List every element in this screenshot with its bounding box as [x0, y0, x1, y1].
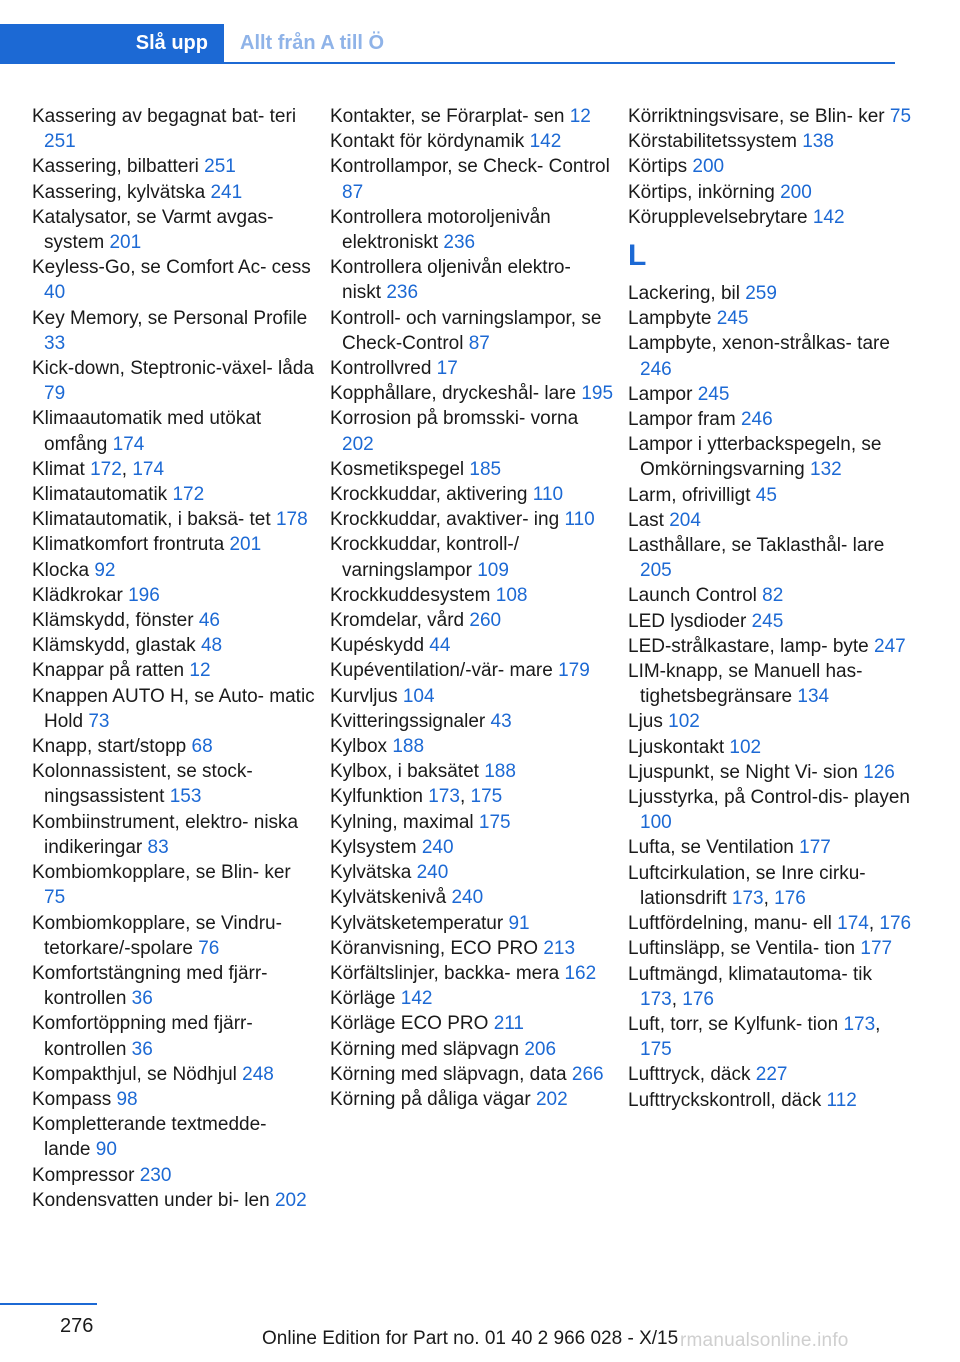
page-link[interactable]: 43 [490, 710, 512, 732]
index-entry-text: Kylvätska [330, 862, 412, 884]
page-link[interactable]: 153 [169, 786, 202, 808]
page-link[interactable]: 200 [692, 156, 725, 178]
page-link[interactable]: 240 [451, 887, 484, 909]
top-navigation-bar [0, 24, 895, 64]
index-entry [32, 759, 317, 809]
page-link[interactable]: 246 [740, 409, 773, 431]
page-link[interactable]: 173 [731, 887, 764, 909]
page-link[interactable]: 251 [44, 131, 76, 153]
index-entry-text: Klämskydd, fönster [32, 610, 194, 632]
page-link[interactable]: 174 [837, 913, 869, 935]
page-link[interactable]: 110 [532, 484, 564, 506]
index-entry [330, 129, 615, 154]
page-link[interactable]: 240 [421, 836, 454, 858]
page-link[interactable]: 230 [139, 1164, 172, 1186]
index-entry-text: Kurvljus [330, 685, 398, 707]
page-link[interactable]: 177 [799, 837, 831, 859]
index-entry-text: Kontakt för kördynamik [330, 131, 525, 153]
index-entry-text: Kylbox [330, 736, 388, 758]
index-entry-text: Launch Control [628, 585, 757, 607]
page-link[interactable]: 102 [668, 711, 700, 733]
page-link[interactable]: 172 [172, 484, 205, 506]
index-entry-text: Kontrollera motoroljenivån elektroniskt [330, 206, 551, 254]
page-link[interactable]: 108 [495, 584, 528, 606]
page-link[interactable]: 134 [797, 686, 830, 708]
index-entry: Luftfördelning, manu‐ ell 174, 176 [628, 913, 912, 935]
page-link[interactable]: 185 [469, 458, 502, 480]
index-entry [330, 1087, 615, 1112]
index-entry [330, 1062, 615, 1087]
index-entry [32, 532, 317, 557]
page-link[interactable]: 82 [762, 585, 784, 607]
index-entry-text: Lackering, bil [628, 283, 740, 305]
index-entry-text: Klimatkomfort frontruta [32, 534, 225, 556]
index-entry-text: Kombiomkopplare, se Blin‐ ker [32, 862, 291, 884]
index-entry-text: Klimaautomatik med utökat omfång [32, 408, 262, 455]
index-entry [628, 483, 913, 508]
page-link[interactable]: 142 [529, 131, 562, 153]
page-link[interactable]: 46 [198, 610, 220, 632]
index-entry-text: Körläge ECO PRO [330, 1013, 489, 1035]
index-entry [32, 860, 317, 910]
index-entry-text: Komfortstängning med fjärr‐ kontrollen [32, 962, 268, 1010]
page-link[interactable]: 17 [436, 358, 458, 380]
index-entry-text: Keyless-Go, se Comfort Ac‐ cess [32, 257, 311, 279]
page-link[interactable]: 174 [112, 433, 145, 455]
index-entry [628, 533, 913, 583]
page-link[interactable]: 245 [716, 308, 749, 330]
index-entry [32, 1011, 317, 1061]
tab-a-to-z[interactable]: Allt från A till Ö [240, 31, 385, 54]
index-entry-text: Luftfördelning, manu‐ ell [628, 913, 832, 935]
page-link[interactable]: 75 [889, 106, 912, 127]
index-entry [32, 810, 317, 860]
page-link[interactable]: 188 [392, 736, 425, 758]
index-entry-text: Körning med släpvagn [330, 1038, 520, 1060]
index-entry [330, 709, 615, 734]
index-entry [32, 205, 317, 255]
index-entry-text: Lufttryck, däck [628, 1064, 751, 1086]
index-entry [32, 507, 317, 532]
index-entry-text: LED-strålkastare, lamp‐ byte [628, 635, 869, 657]
index-entry-text: Kombiinstrument, elektro‐ niska indikeringar [32, 811, 299, 858]
page-link[interactable]: 79 [44, 383, 66, 405]
index-entry-text: Kick-down, Steptronic-växel‐ låda [32, 358, 314, 380]
index-entry [330, 154, 615, 204]
page-link[interactable]: 172 [90, 458, 122, 480]
page-link[interactable]: 174 [132, 458, 165, 480]
index-entry [628, 306, 913, 331]
page-link[interactable]: 236 [443, 232, 476, 254]
index-entry [628, 835, 913, 860]
index-entry [628, 709, 913, 734]
page-link[interactable]: 110 [564, 509, 595, 531]
page-link[interactable]: 202 [274, 1189, 307, 1211]
page-link[interactable]: 176 [682, 988, 714, 1010]
index-entry-text: Lampbyte, xenon-strålkas‐ tare [628, 333, 890, 355]
index-entry [330, 255, 615, 305]
page-link[interactable]: 104 [402, 685, 435, 707]
page-link[interactable]: 213 [543, 937, 576, 959]
index-entry-text: Kompass [32, 1088, 112, 1110]
index-entry-text: Last [628, 509, 664, 531]
page-link[interactable]: 142 [812, 206, 845, 228]
page-link[interactable]: 173 [640, 988, 672, 1010]
index-entry-text: Kopphållare, dryckeshål‐ lare [330, 383, 577, 405]
index-entry-text: Kontrollvred [330, 358, 432, 380]
index-entry [330, 658, 615, 683]
page-link[interactable]: 202 [535, 1088, 568, 1110]
index-entry-text: Kompletterande textmedde‐ lande [32, 1114, 267, 1161]
page-link[interactable]: 87 [468, 332, 490, 354]
index-entry [330, 583, 615, 608]
page-link[interactable]: 245 [697, 383, 730, 405]
index-entry-text: Lufta, se Ventilation [628, 837, 794, 859]
index-entry-text: Knappar på ratten [32, 660, 185, 682]
index-entry-text: Kupéventilation/-vär‐ mare [330, 660, 553, 682]
page-link[interactable]: 200 [780, 181, 812, 203]
index-entry [628, 205, 913, 230]
index-entry-text: Kondensvatten under bi‐ len [32, 1189, 270, 1211]
index-entry-text: Lasthållare, se Taklasthål‐ lare [628, 535, 885, 557]
page-link[interactable]: 162 [564, 962, 597, 984]
page-link[interactable]: 98 [116, 1088, 138, 1110]
page-link[interactable]: 109 [477, 559, 509, 581]
index-entry [628, 407, 913, 432]
index-entry-text: Kylsystem [330, 836, 417, 858]
index-entry-text: Klimatautomatik, i baksä‐ tet [32, 509, 271, 531]
page-link[interactable]: 178 [275, 509, 308, 531]
index-entry [628, 735, 913, 760]
index-entry-text: Kontroll- och varningslampor, se Check-Control [330, 307, 602, 354]
index-entry-text: Klocka [32, 559, 90, 581]
index-entry [32, 406, 317, 456]
page-link[interactable]: 75 [44, 887, 66, 909]
index-entry-text: Lampor i ytterbackspegeln, se Omkörningsvarning [628, 434, 882, 481]
index-entry [32, 1062, 317, 1087]
page-link[interactable]: 112 [826, 1089, 857, 1111]
index-entry-text: Kompressor [32, 1164, 135, 1186]
index-entry [32, 911, 317, 961]
index-entry-text: LED lysdioder [628, 610, 747, 632]
index-entry [628, 1088, 913, 1113]
page-link[interactable]: 176 [879, 913, 912, 935]
index-entry-text: Kolonnassistent, se stock‐ ningsassistent [32, 761, 253, 808]
page-link[interactable]: 173 [428, 786, 460, 808]
page-link[interactable]: 83 [147, 836, 169, 858]
page-link[interactable]: 236 [386, 282, 419, 304]
index-entry [32, 1112, 317, 1162]
index-entry [330, 911, 615, 936]
index-entry [330, 759, 615, 784]
index-entry [32, 1188, 317, 1213]
index-entry-text: Kontrollampor, se Check- Control [330, 156, 610, 178]
index-entry [330, 457, 615, 482]
page-link[interactable]: 173 [843, 1013, 876, 1035]
page-link[interactable]: 36 [131, 988, 153, 1010]
index-entry [32, 1163, 317, 1188]
page-link[interactable]: 206 [524, 1038, 557, 1060]
index-entry [330, 608, 615, 633]
index-entry [628, 634, 913, 659]
page-link[interactable]: 48 [200, 635, 223, 657]
index-entry: Luftmängd, klimatautoma‐ tik 173, 176 [628, 963, 872, 1010]
index-entry [32, 104, 317, 154]
index-entry-text: Ljus [628, 711, 663, 733]
index-entry [330, 936, 615, 961]
index-entry-text: Körning på dåliga vägar [330, 1088, 531, 1110]
index-entry-text: Luftinsläpp, se Ventila‐ tion [628, 938, 856, 960]
index-entry-text: Körfältslinjer, backka‐ mera [330, 962, 560, 984]
index-entry [32, 633, 317, 658]
index-entry-text: Kassering av begagnat bat‐ teri [32, 106, 297, 127]
index-entry-text: Kylvätskenivå [330, 887, 447, 909]
index-entry [32, 154, 317, 179]
index-entry-text: Körläge [330, 988, 396, 1010]
index-entry [628, 659, 913, 709]
page-link[interactable]: 102 [729, 736, 762, 758]
index-entry [628, 583, 913, 608]
index-entry-text: Krockkuddar, aktivering [330, 484, 528, 506]
index-entry [330, 306, 615, 356]
index-entry [330, 885, 615, 910]
index-entry [330, 406, 615, 456]
index-entry-text: Krockkuddar, kontroll-/ varningslampor [330, 534, 520, 581]
index-entry [32, 608, 317, 633]
index-entry [330, 532, 615, 582]
page-link[interactable]: 196 [128, 584, 160, 606]
page-link[interactable]: 90 [95, 1139, 117, 1161]
page-link[interactable]: 175 [470, 786, 503, 808]
index-entry-text: Kvitteringssignaler [330, 710, 486, 732]
index-entry [628, 104, 913, 129]
index-entry-text: Krockkuddesystem [330, 584, 491, 606]
index-entry-text: Körriktningsvisare, se Blin‐ ker [628, 106, 885, 127]
index-entry: Kylfunktion 173, 175 [330, 786, 503, 808]
page-link[interactable]: 92 [94, 559, 116, 581]
page-link[interactable]: 245 [751, 610, 784, 632]
page-link[interactable]: 176 [774, 887, 806, 909]
index-column-2 [330, 104, 615, 1112]
index-entry [330, 810, 615, 835]
index-entry-text: Korrosion på bromsski‐ vorna [330, 408, 579, 430]
index-entry [32, 684, 317, 734]
page-link[interactable]: 227 [755, 1064, 788, 1086]
index-column-3 [628, 104, 913, 1113]
page-link[interactable]: 246 [640, 358, 672, 380]
page-link[interactable]: 132 [810, 459, 842, 481]
index-entry-text: Kontrollera oljenivån elektro‐ niskt [330, 257, 571, 304]
index-entry-text: Kompakthjul, se Nödhjul [32, 1063, 237, 1085]
index-entry-text: Lampor fram [628, 409, 736, 431]
index-entry [330, 356, 615, 381]
index-entry-text: Key Memory, se Personal Profile [32, 307, 308, 329]
index-letter-heading: L [628, 239, 647, 273]
index-entry-text: Körupplevelsebrytare [628, 206, 808, 228]
page-link[interactable]: 138 [802, 131, 834, 153]
page-link[interactable]: 202 [342, 433, 374, 455]
index-entry-text: Kassering, kylvätska [32, 181, 206, 203]
index-entry [330, 684, 615, 709]
index-entry [32, 961, 317, 1011]
index-entry [628, 760, 913, 785]
page-link[interactable]: 177 [860, 938, 893, 960]
index-entry-text: Klimat [32, 458, 85, 480]
index-entry: Luft, torr, se Kylfunk‐ tion 173, 175 [628, 1013, 881, 1061]
index-entry [628, 508, 913, 533]
index-entry [32, 180, 317, 205]
page-link[interactable]: 45 [755, 484, 777, 506]
index-entry-text: Lampor [628, 383, 693, 405]
index-column-1 [32, 104, 317, 1213]
footer-rule [0, 1303, 97, 1305]
index-entry-text: Klädkrokar [32, 584, 123, 606]
index-entry-text: Krockkuddar, avaktiver‐ ing [330, 509, 560, 531]
index-entry: Klimat 172, 174 [32, 458, 165, 480]
page-link[interactable]: 260 [469, 610, 502, 632]
page-link[interactable]: 251 [204, 156, 236, 178]
index-entry [330, 1011, 615, 1036]
page-link[interactable]: 195 [581, 383, 614, 405]
index-entry [628, 785, 913, 835]
index-entry [330, 734, 615, 759]
page-link[interactable]: 175 [478, 811, 511, 833]
index-entry-text: Kupéskydd [330, 635, 425, 657]
index-entry-text: Kromdelar, vård [330, 610, 465, 632]
index-entry [628, 382, 913, 407]
page-link[interactable]: 188 [484, 761, 516, 783]
page-link[interactable]: 87 [342, 181, 364, 203]
index-entry [628, 129, 913, 154]
index-entry-text: Körtips [628, 156, 688, 178]
index-entry-text: Lufttryckskontroll, däck [628, 1089, 822, 1111]
edition-note: Online Edition for Part no. 01 40 2 966 028 - X/15 [262, 1328, 679, 1349]
index-entry [330, 986, 615, 1011]
page-link[interactable]: 175 [640, 1039, 672, 1061]
page-link[interactable]: 73 [88, 710, 110, 732]
index-entry-text: Kosmetikspegel [330, 458, 465, 480]
index-entry-text: Luftmängd, klimatautoma‐ tik [628, 963, 872, 985]
page-link[interactable]: 266 [571, 1063, 604, 1085]
index-entry [628, 609, 913, 634]
index-entry [330, 633, 615, 658]
page-link[interactable]: 248 [242, 1063, 274, 1085]
index-entry-text: Körning med släpvagn, data [330, 1063, 567, 1085]
index-entry-text: Knappen AUTO H, se Auto‐ matic Hold [32, 685, 315, 732]
page-link[interactable]: 179 [558, 660, 590, 682]
index-entry [32, 306, 317, 356]
tab-look-up[interactable]: Slå upp [0, 24, 224, 62]
index-entry-text: Klämskydd, glastak [32, 635, 196, 657]
page-link[interactable]: 91 [508, 912, 530, 934]
page-link[interactable]: 247 [874, 635, 906, 657]
page-link[interactable]: 44 [429, 635, 451, 657]
index-entry-text: LIM-knapp, se Manuell has‐ tighetsbegränsare [628, 661, 863, 708]
index-entry [32, 482, 317, 507]
index-entry [330, 205, 615, 255]
index-entry [330, 961, 615, 986]
page-link[interactable]: 241 [210, 181, 243, 203]
index-entry-text: Luftcirkulation, se Inre cirku‐ lationsdrift [628, 862, 866, 909]
index-entry [628, 432, 913, 482]
index-entry-text: Kylning, maximal [330, 811, 474, 833]
index-entry-text: Kontakter, se Förarplat‐ sen [330, 106, 565, 127]
index-entry-text: Körtips, inkörning [628, 181, 775, 203]
index-entry-text: Ljusstyrka, på Control-dis‐ playen [628, 787, 910, 809]
page-link[interactable]: 36 [131, 1038, 153, 1060]
page-link[interactable]: 201 [229, 534, 262, 556]
index-entry [330, 507, 615, 532]
index-entry-text: Komfortöppning med fjärr‐ kontrollen [32, 1013, 253, 1060]
index-entry [628, 154, 913, 179]
page-link[interactable]: 205 [640, 560, 672, 582]
page-link[interactable]: 33 [44, 332, 66, 354]
index-entry [32, 1087, 317, 1112]
index-entry [628, 180, 913, 205]
index-entry-text: Luft, torr, se Kylfunk‐ tion [628, 1013, 839, 1035]
index-entry-text: Kombiomkopplare, se Vindru‐ tetorkare/-spolare [32, 912, 282, 959]
index-entry-text: Köranvisning, ECO PRO [330, 937, 539, 959]
index-entry [628, 281, 913, 306]
page-link[interactable]: 204 [669, 509, 701, 531]
index-entry-text: Kassering, bilbatteri [32, 156, 199, 178]
index-entry-text: Kylbox, i baksätet [330, 761, 479, 783]
index-entry [330, 835, 615, 860]
page-link[interactable]: 100 [640, 812, 672, 834]
page-link[interactable]: 211 [493, 1013, 524, 1035]
index-entry-text: Kylvätsketemperatur [330, 912, 504, 934]
index-entry [330, 860, 615, 885]
index-entry-text: Katalysator, se Varmt avgas‐ system [32, 206, 274, 254]
watermark: rmanualsonline.info [680, 1330, 849, 1351]
index-entry [628, 936, 913, 961]
index-entry: Luftcirkulation, se Inre cirku‐ lationsdrift 173, 176 [628, 862, 866, 909]
page-link[interactable]: 76 [198, 937, 220, 959]
index-entry-text: Ljuspunkt, se Night Vi‐ sion [628, 761, 858, 783]
index-entry [32, 583, 317, 608]
index-entry-text: Körstabilitetssystem [628, 131, 797, 153]
page-link[interactable]: 40 [44, 282, 66, 304]
page-link[interactable]: 12 [569, 106, 591, 127]
index-entry-text: Kylfunktion [330, 786, 423, 808]
index-entry [32, 558, 317, 583]
page-number: 276 [60, 1315, 94, 1337]
page-link[interactable]: 142 [400, 988, 433, 1010]
index-entry-text: Klimatautomatik [32, 484, 168, 506]
index-entry-text: Ljuskontakt [628, 736, 725, 758]
page-link[interactable]: 201 [109, 232, 142, 254]
index-entry [32, 356, 317, 406]
index-entry-text: Knapp, start/stopp [32, 736, 187, 758]
index-entry-text: Larm, ofrivilligt [628, 484, 751, 506]
page-link[interactable]: 68 [191, 736, 213, 758]
index-entry [330, 1037, 615, 1062]
index-entry-text: Lampbyte [628, 308, 712, 330]
index-entry [32, 734, 317, 759]
index-entry [628, 1062, 913, 1087]
index-entry [628, 331, 913, 381]
page-link[interactable]: 12 [189, 660, 211, 682]
index-entry [330, 482, 615, 507]
page-link[interactable]: 126 [863, 761, 895, 783]
index-entry [32, 658, 317, 683]
index-entry [32, 255, 317, 305]
page-link[interactable]: 259 [745, 283, 777, 305]
index-entry [330, 104, 615, 129]
page-link[interactable]: 240 [416, 862, 449, 884]
index-entry [330, 381, 615, 406]
